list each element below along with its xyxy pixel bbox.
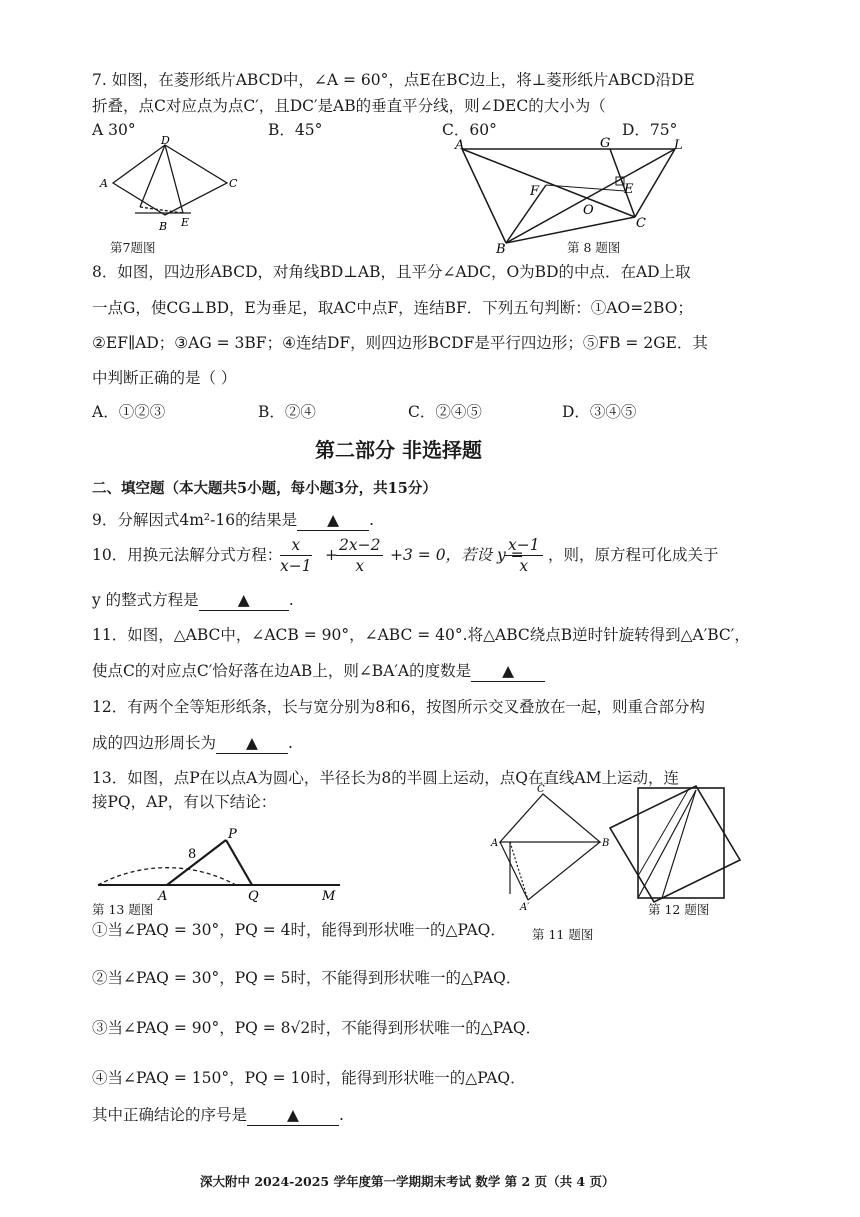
- q7-option-a: A 30°: [92, 121, 136, 139]
- q12-line2: 成的四边形周长为 ▲ .: [92, 734, 293, 752]
- q13-label-8: 8: [188, 847, 197, 862]
- q13-caption: 第 13 题图: [92, 902, 154, 917]
- q11-figure: [488, 782, 618, 912]
- q7-label-e: E: [181, 216, 190, 229]
- q8-label-o: O: [583, 203, 594, 218]
- q8-option-b: B．②④: [258, 403, 316, 421]
- page-footer: 深大附中 2024-2025 学年度第一学期期末考试 数学 第 2 页（共 4 页）: [200, 1174, 615, 1189]
- q7-label-c: C: [229, 177, 238, 190]
- q8-label-l: L: [674, 138, 683, 153]
- q13-label-a: A: [158, 889, 168, 904]
- q7-line2: 折叠，点C对应点为点C′，且DC′是AB的垂直平分线，则∠DEC的大小为（: [92, 97, 606, 115]
- q13-label-q: Q: [248, 889, 259, 904]
- q7-caption: 第7题图: [110, 240, 156, 255]
- part2-heading: 第二部分 非选择题: [315, 438, 482, 462]
- q8-line3: ②EF∥AD；③AG = 3BF；④连结DF，则四边形BCDF是平行四边形；⑤FB = 2GE．其: [92, 334, 708, 352]
- q8-caption: 第 8 题图: [567, 240, 621, 255]
- q11-line2: 使点C的对应点C′恰好落在边AB上，则∠BA′A的度数是 ▲: [92, 661, 545, 682]
- q8-label-a: A: [455, 138, 465, 153]
- q12-answer-blank[interactable]: ▲: [216, 733, 288, 754]
- q12-figure: [608, 786, 748, 901]
- q10-answer-blank[interactable]: ▲: [199, 590, 289, 611]
- q13-line2: 接PQ，AP，有以下结论：: [92, 793, 277, 811]
- q13-conclusion-4: ④当∠PAQ = 150°，PQ = 10时，能得到形状唯一的△PAQ．: [92, 1069, 526, 1087]
- q13-conclusion-1: ①当∠PAQ = 30°，PQ = 4时，能得到形状唯一的△PAQ．: [92, 921, 506, 939]
- q8-line1: 8．如图，四边形ABCD，对角线BD⊥AB，且平分∠ADC，O为BD的中点．在AD上取: [92, 263, 691, 281]
- q10-line2: y 的整式方程是 ▲ .: [92, 591, 294, 609]
- q10-post: ，则，原方程可化成关于: [548, 546, 719, 564]
- q8-option-a: A．①②③: [92, 403, 166, 421]
- section-heading: 二、填空题（本大题共5小题，每小题3分，共15分）: [92, 480, 437, 497]
- q11-line1: 11．如图，△ABC中，∠ACB = 90°，∠ABC = 40°.将△ABC绕点B逆时针旋转得到△A′BC′，: [92, 626, 750, 644]
- q8-line2: 一点G，使CG⊥BD，E为垂足，取AC中点F，连结BF．下列五句判断：①AO=2BO；: [92, 299, 693, 317]
- q13-final: 其中正确结论的序号是 ▲ .: [92, 1106, 344, 1124]
- q7-label-a: A: [100, 177, 108, 190]
- q10-fraction-1: $\frac{x}{x-1}$: [280, 536, 312, 575]
- q13-figure: [90, 810, 350, 905]
- q10-pre: 10．用换元法解分式方程：: [92, 546, 283, 564]
- q13-line1: 13．如图，点P在以点A为圆心，半径长为8的半圆上运动，点Q在直线AM上运动，连: [92, 769, 679, 787]
- q7-option-d: D．75°: [622, 121, 678, 139]
- q8-option-c: C．②④⑤: [408, 403, 482, 421]
- q8-option-d: D．③④⑤: [562, 403, 637, 421]
- q8-figure: [450, 135, 690, 255]
- q8-label-e: E: [624, 182, 634, 197]
- q12-caption: 第 12 题图: [648, 902, 710, 917]
- q8-label-b: B: [496, 242, 506, 257]
- q13-conclusion-3: ③当∠PAQ = 90°，PQ = 8√2时，不能得到形状唯一的△PAQ．: [92, 1019, 542, 1037]
- q13-label-p: P: [228, 827, 237, 842]
- q11-answer-blank[interactable]: ▲: [471, 661, 545, 682]
- q7-figure: [95, 135, 255, 235]
- q7-label-b: B: [159, 220, 168, 233]
- q7-line1: 7. 如图，在菱形纸片ABCD中，∠A = 60°，点E在BC边上，将⊥菱形纸片ABCD沿DE: [92, 71, 695, 89]
- q11-caption: 第 11 题图: [532, 927, 594, 942]
- q8-label-c: C: [636, 216, 646, 231]
- q7-label-d: D: [161, 134, 170, 147]
- q11-label-b: B: [602, 838, 610, 849]
- q8-line4: 中判断正确的是（ ）: [92, 369, 237, 387]
- q13-conclusion-2: ②当∠PAQ = 30°，PQ = 5时，不能得到形状唯一的△PAQ．: [92, 969, 522, 987]
- q8-label-g: G: [600, 136, 611, 151]
- q13-answer-blank[interactable]: ▲: [247, 1105, 339, 1126]
- q10-fraction-2: $\frac{2x-2}{x}$: [336, 535, 383, 576]
- q10-mid: +3 = 0，若设 y =: [390, 546, 524, 564]
- q11-label-a-prime: A′: [520, 902, 530, 913]
- q12-line1: 12．有两个全等矩形纸条，长与宽分别为8和6，按图所示交叉叠放在一起，则重合部分构: [92, 698, 705, 716]
- q9-text: 9．分解因式4m²-16的结果是 ▲ .: [92, 511, 375, 529]
- q7-option-b: B．45°: [268, 121, 323, 139]
- q10-fraction-3: $\frac{x-1}{x}$: [505, 535, 543, 576]
- q9-answer-blank[interactable]: ▲: [297, 510, 369, 531]
- q7-option-c: C．60°: [442, 121, 497, 139]
- q11-label-a: A: [491, 838, 499, 849]
- q10-plus: +: [325, 546, 338, 564]
- q8-label-f: F: [530, 184, 540, 199]
- q13-label-m: M: [322, 889, 336, 904]
- q11-label-c: C: [537, 784, 545, 795]
